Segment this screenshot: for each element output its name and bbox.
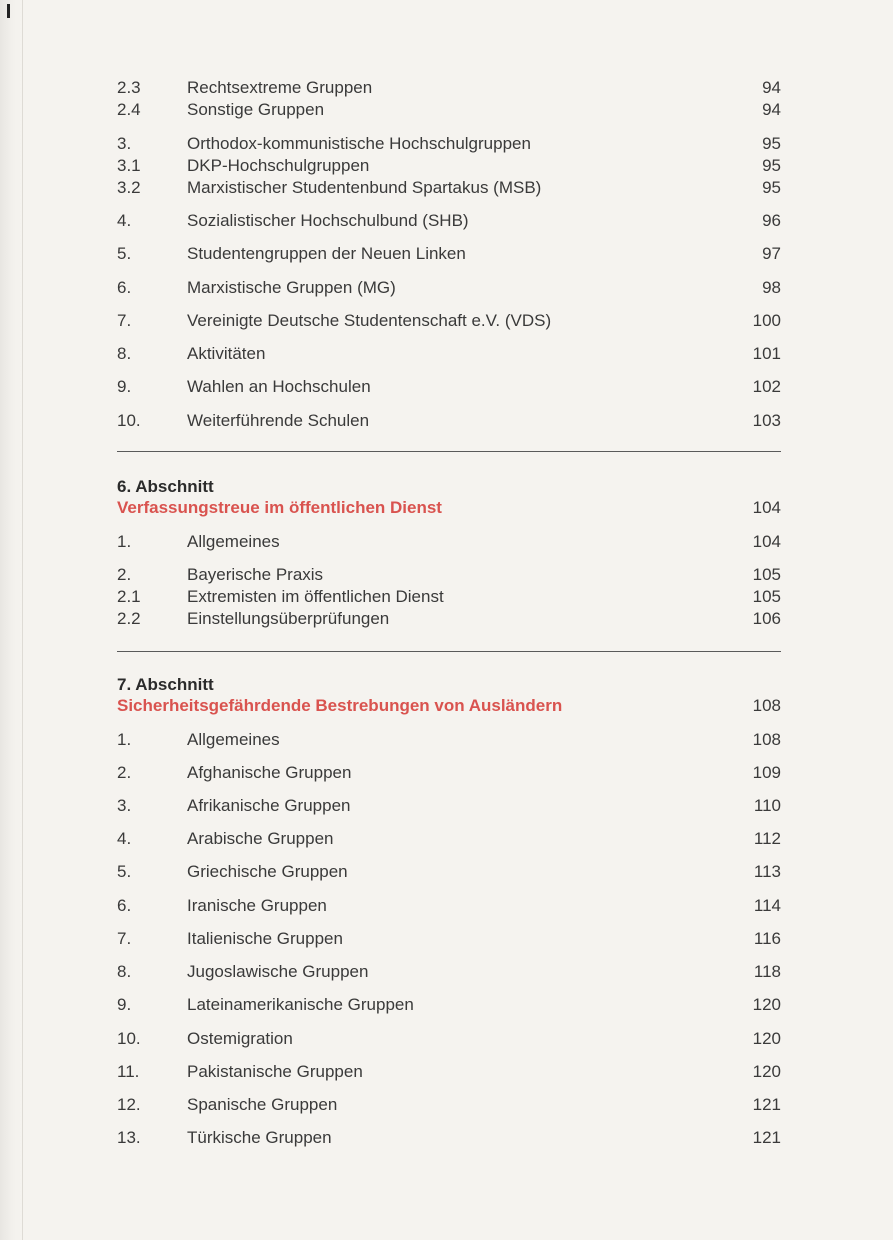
entry-number: 4. [117,211,132,230]
entry-title: Italienische Gruppen [187,929,343,948]
entry-title: Jugoslawische Gruppen [187,962,369,981]
entry-number: 8. [117,962,132,981]
entry-title: Sozialistischer Hochschulbund (SHB) [187,211,469,230]
entry-title: Griechische Gruppen [187,862,348,881]
entry-page: 108 [752,730,781,749]
entry-page: 102 [752,377,781,396]
entry-page: 106 [752,609,781,628]
entry-number: 9. [117,377,132,396]
entry-page: 112 [753,829,781,848]
entry-page: 120 [752,1029,781,1048]
toc-entry [0,1061,893,1083]
entry-title: Sonstige Gruppen [187,100,325,119]
entry-number: 2.1 [117,587,141,606]
entry-page: 97 [762,244,781,263]
section-heading [0,497,893,519]
entry-page: 103 [752,411,781,430]
toc-entry [0,99,893,121]
entry-title: Extremisten im öffentlichen Dienst [187,587,444,606]
entry-number: 7. [117,929,132,948]
entry-title: Weiterführende Schulen [187,411,370,430]
entry-title: Studentengruppen der Neuen Linken [187,244,466,263]
section-page: 104 [752,498,781,517]
entry-page: 95 [762,134,781,153]
entry-page: 118 [753,962,781,981]
entry-title: Iranische Gruppen [187,896,327,915]
entry-title: Arabische Gruppen [187,829,334,848]
entry-title: Türkische Gruppen [187,1128,332,1147]
entry-title: Allgemeines [187,730,280,749]
entry-number: 3. [117,134,132,153]
toc-entry [0,795,893,817]
toc-entry [0,410,893,432]
entry-page: 121 [752,1095,781,1114]
entry-title: Ostemigration [187,1029,293,1048]
toc-entry [0,155,893,177]
entry-page: 101 [752,344,781,363]
entry-number: 11. [117,1062,140,1081]
entry-number: 2. [117,763,132,782]
entry-number: 3.2 [117,178,141,197]
entry-title: Afghanische Gruppen [187,763,352,782]
toc-entry [0,564,893,586]
entry-title: Orthodox-kommunistische Hochschulgruppen [187,134,531,153]
entry-title: Bayerische Praxis [187,565,324,584]
entry-number: 12. [117,1095,141,1114]
entry-number: 3.1 [117,156,141,175]
toc-entry [0,861,893,883]
entry-title: Einstellungsüberprüfungen [187,609,390,628]
entry-page: 95 [762,178,781,197]
entry-number: 10. [117,1029,141,1048]
entry-title: Pakistanische Gruppen [187,1062,363,1081]
entry-number: 3. [117,796,132,815]
entry-number: 10. [117,411,141,430]
entry-page: 95 [762,156,781,175]
entry-title: Rechtsextreme Gruppen [187,78,373,97]
toc-entry [0,310,893,332]
toc-entry [0,762,893,784]
entry-page: 113 [753,862,781,881]
section-title: Verfassungstreue im öffentlichen Dienst [117,498,442,517]
toc-entry [0,586,893,608]
entry-number: 7. [117,311,132,330]
toc-entry [0,994,893,1016]
entry-page: 116 [753,929,781,948]
entry-title: Marxistische Gruppen (MG) [187,278,396,297]
entry-page: 109 [752,763,781,782]
entry-title: Marxistischer Studentenbund Spartakus (MSB) [187,178,542,197]
entry-title: Aktivitäten [187,344,266,363]
entry-page: 120 [752,1062,781,1081]
entry-page: 104 [752,532,781,551]
entry-number: 2.2 [117,609,141,628]
entry-number: 2.3 [117,78,141,97]
entry-number: 13. [117,1128,141,1147]
toc-entry [0,1028,893,1050]
toc-entry [0,828,893,850]
toc-entry [0,1094,893,1116]
toc-entry [0,531,893,553]
toc-entry [0,343,893,365]
toc-entry [0,77,893,99]
entry-number: 2. [117,565,132,584]
entry-number: 5. [117,862,132,881]
toc-entry [0,608,893,630]
entry-title: Spanische Gruppen [187,1095,338,1114]
toc-entry [0,895,893,917]
entry-page: 94 [762,100,781,119]
entry-title: Wahlen an Hochschulen [187,377,371,396]
toc-entry [0,376,893,398]
entry-page: 96 [762,211,781,230]
entry-page: 105 [752,587,781,606]
toc-entry [0,133,893,155]
entry-title: Lateinamerikanische Gruppen [187,995,414,1014]
section-page: 108 [752,696,781,715]
entry-number: 6. [117,278,132,297]
section-heading [0,695,893,717]
entry-page: 121 [752,1128,781,1147]
entry-title: Allgemeines [187,532,280,551]
entry-page: 114 [753,896,781,915]
entry-page: 98 [762,278,781,297]
entry-title: DKP-Hochschulgruppen [187,156,370,175]
section-divider [117,451,781,452]
entry-number: 1. [117,532,132,551]
entry-title: Vereinigte Deutsche Studentenschaft e.V. (VDS) [187,311,552,330]
entry-title: Afrikanische Gruppen [187,796,351,815]
entry-page: 110 [753,796,781,815]
toc-entry [0,961,893,983]
entry-number: 4. [117,829,132,848]
toc-entry [0,928,893,950]
entry-number: 2.4 [117,100,141,119]
entry-page: 94 [762,78,781,97]
toc-entry [0,277,893,299]
entry-number: 8. [117,344,132,363]
toc-entry [0,177,893,199]
entry-number: 9. [117,995,132,1014]
entry-number: 1. [117,730,132,749]
section-label: 6. Abschnitt [117,477,214,496]
entry-page: 105 [752,565,781,584]
entry-number: 6. [117,896,132,915]
spine-mark [7,4,10,18]
toc-entry [0,210,893,232]
section-divider [117,651,781,652]
entry-page: 100 [752,311,781,330]
entry-number: 5. [117,244,132,263]
toc-entry [0,729,893,751]
entry-page: 120 [752,995,781,1014]
section-label: 7. Abschnitt [117,675,214,694]
toc-entry [0,243,893,265]
toc-entry [0,1127,893,1149]
section-title: Sicherheitsgefährdende Bestrebungen von Ausländern [117,696,563,715]
